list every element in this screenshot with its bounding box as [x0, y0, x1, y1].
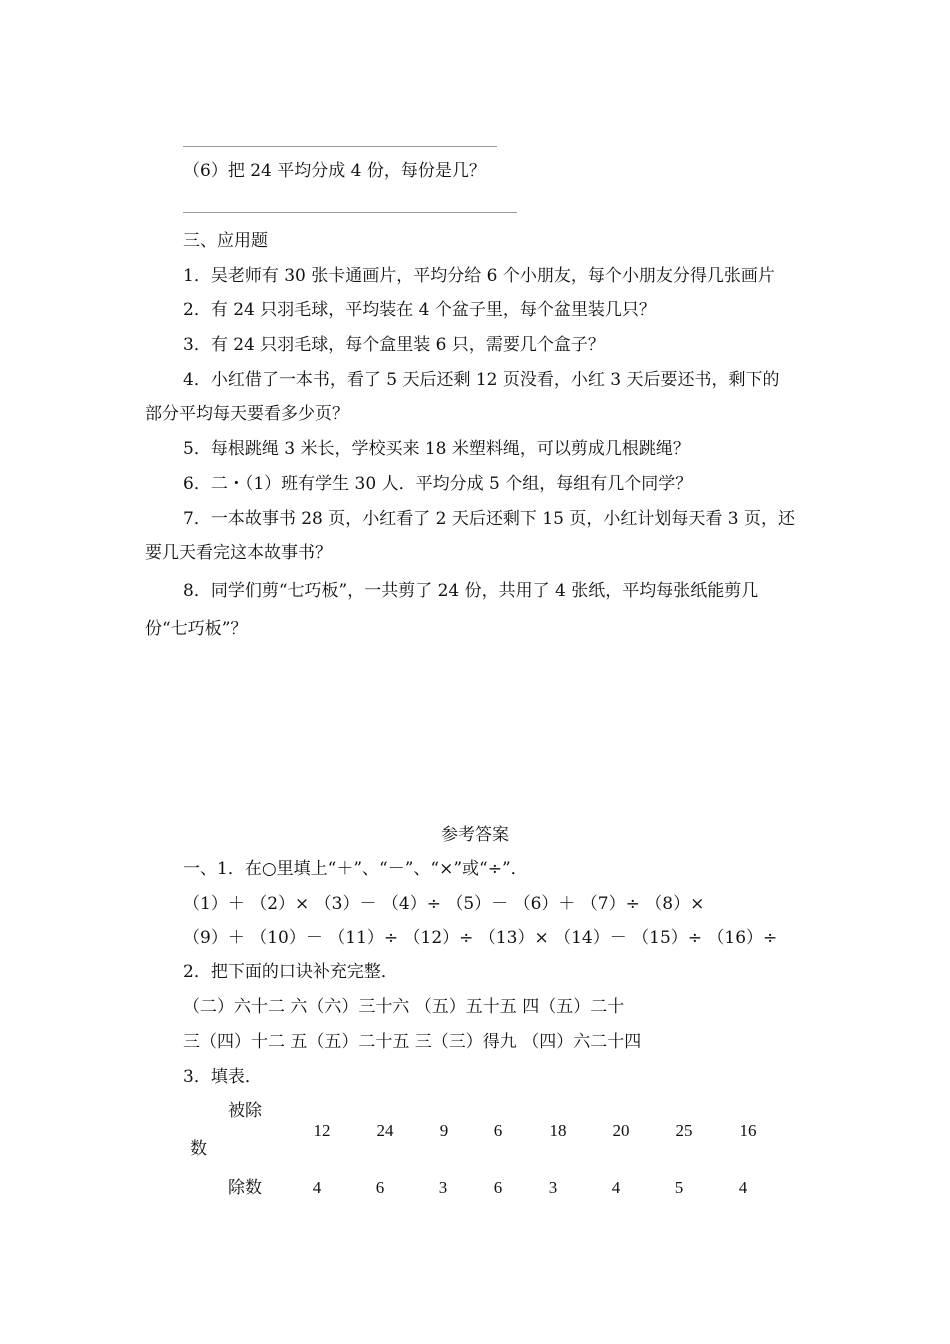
dividend-label: 被除 — [228, 1101, 262, 1121]
dividend-cell: 6 — [493, 1121, 503, 1140]
problem-7-line1: 7．一本故事书 28 页，小红看了 2 天后还剩下 15 页，小红计划每天看 3 页，还 — [183, 509, 795, 529]
answer-1-row1: （1）＋ （2）× （3）－ （4）÷ （5）－ （6）＋ （7）÷ （8）× — [183, 894, 705, 914]
divisor-cell: 4 — [611, 1178, 621, 1197]
problem-3: 3．有 24 只羽毛球，每个盒里装 6 只，需要几个盒子？ — [183, 335, 605, 355]
answer-2-title: 2．把下面的口诀补充完整． — [183, 962, 398, 982]
dividend-cell: 24 — [376, 1121, 394, 1140]
divisor-cell: 3 — [438, 1178, 448, 1197]
divisor-cell: 5 — [674, 1178, 684, 1197]
problem-7-line2: 要几天看完这本故事书？ — [145, 543, 332, 563]
answer-3-title: 3．填表． — [183, 1067, 262, 1087]
dividend-cell: 12 — [313, 1121, 331, 1140]
question-6: （6）把 24 平均分成 4 份，每份是几？ — [183, 161, 486, 181]
dividend-cell: 18 — [549, 1121, 567, 1140]
answer-2-row2: 三（四）十二 五（五）二十五 三（三）得九 （四）六二十四 — [183, 1032, 642, 1052]
answer-line-1 — [183, 146, 497, 147]
answer-line-2 — [183, 212, 517, 213]
divisor-cell: 4 — [738, 1178, 748, 1197]
answer-1-row2: （9）＋ （10）－ （11）÷ （12）÷ （13）× （14）－ （15）÷ （16）÷ — [183, 928, 778, 948]
problem-5: 5．每根跳绳 3 米长，学校买来 18 米塑料绳，可以剪成几根跳绳？ — [183, 439, 690, 459]
answer-2-row1: （二）六十二 六（六）三十六 （五）五十五 四（五）二十 — [183, 997, 625, 1017]
divisor-cell: 3 — [548, 1178, 558, 1197]
problem-8-line2: 份“七巧板”？ — [145, 619, 248, 639]
section3-title: 三、应用题 — [183, 231, 268, 251]
problem-2: 2．有 24 只羽毛球，平均装在 4 个盆子里，每个盆里装几只？ — [183, 300, 656, 320]
problem-4-line2: 部分平均每天要看多少页？ — [145, 404, 349, 424]
divisor-cell: 6 — [375, 1178, 385, 1197]
divisor-cell: 4 — [312, 1178, 322, 1197]
problem-8-line1: 8．同学们剪“七巧板”，一共剪了 24 份，共用了 4 张纸，平均每张纸能剪几 — [183, 581, 759, 601]
dividend-cell: 16 — [739, 1121, 757, 1140]
problem-1: 1．吴老师有 30 张卡通画片，平均分给 6 个小朋友，每个小朋友分得几张画片 — [183, 266, 775, 286]
divisor-cell: 6 — [493, 1178, 503, 1197]
dividend-label-wrap: 数 — [190, 1139, 207, 1159]
dividend-cell: 25 — [675, 1121, 693, 1140]
problem-6: 6．二・（1）班有学生 30 人．平均分成 5 个组，每组有几个同学？ — [183, 474, 693, 494]
problem-4-line1: 4．小红借了一本书，看了 5 天后还剩 12 页没看，小红 3 天后要还书，剩下的 — [183, 370, 780, 390]
divisor-label: 除数 — [228, 1178, 262, 1198]
dividend-cell: 9 — [439, 1121, 449, 1140]
dividend-cell: 20 — [612, 1121, 630, 1140]
answer-1-title: 一、1．在○里填上“＋”、“－”、“×”或“÷”． — [183, 859, 528, 879]
answers-title: 参考答案 — [441, 825, 509, 845]
